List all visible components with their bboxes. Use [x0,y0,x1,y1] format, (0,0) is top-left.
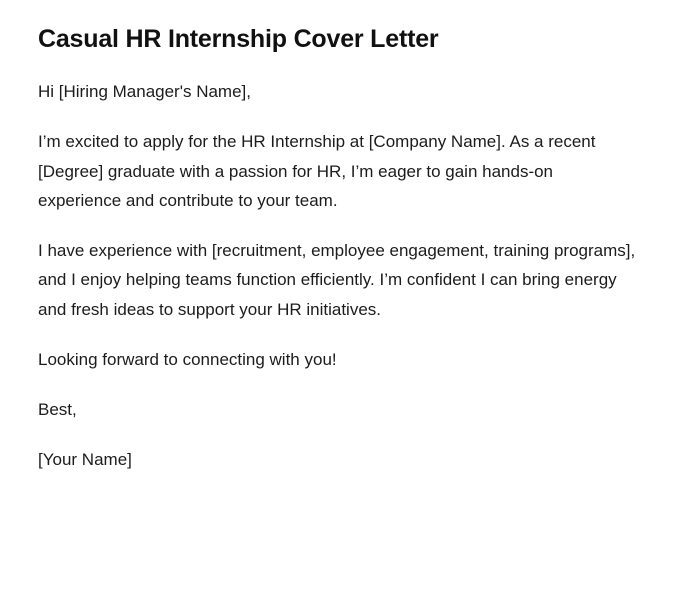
letter-greeting: Hi [Hiring Manager's Name], [38,82,251,102]
letter-signoff: Best, [38,400,77,420]
letter-closing-line: Looking forward to connecting with you! [38,349,337,369]
page-title: Casual HR Internship Cover Letter [38,25,439,53]
letter-signature-name: [Your Name] [38,450,132,470]
letter-body-paragraph-1: I’m excited to apply for the HR Internship at [Company Name]. As a recent [Degree] graduate with a passion for HR, I’m eager to gain hands-on experience and contribute to your team. [38,132,596,210]
letter-body-paragraph-2: I have experience with [recruitment, employee engagement, training programs], and I enjoy helping teams function efficiently. I’m confident I can bring energy and fresh ideas to support your HR initiatives. [38,241,636,319]
